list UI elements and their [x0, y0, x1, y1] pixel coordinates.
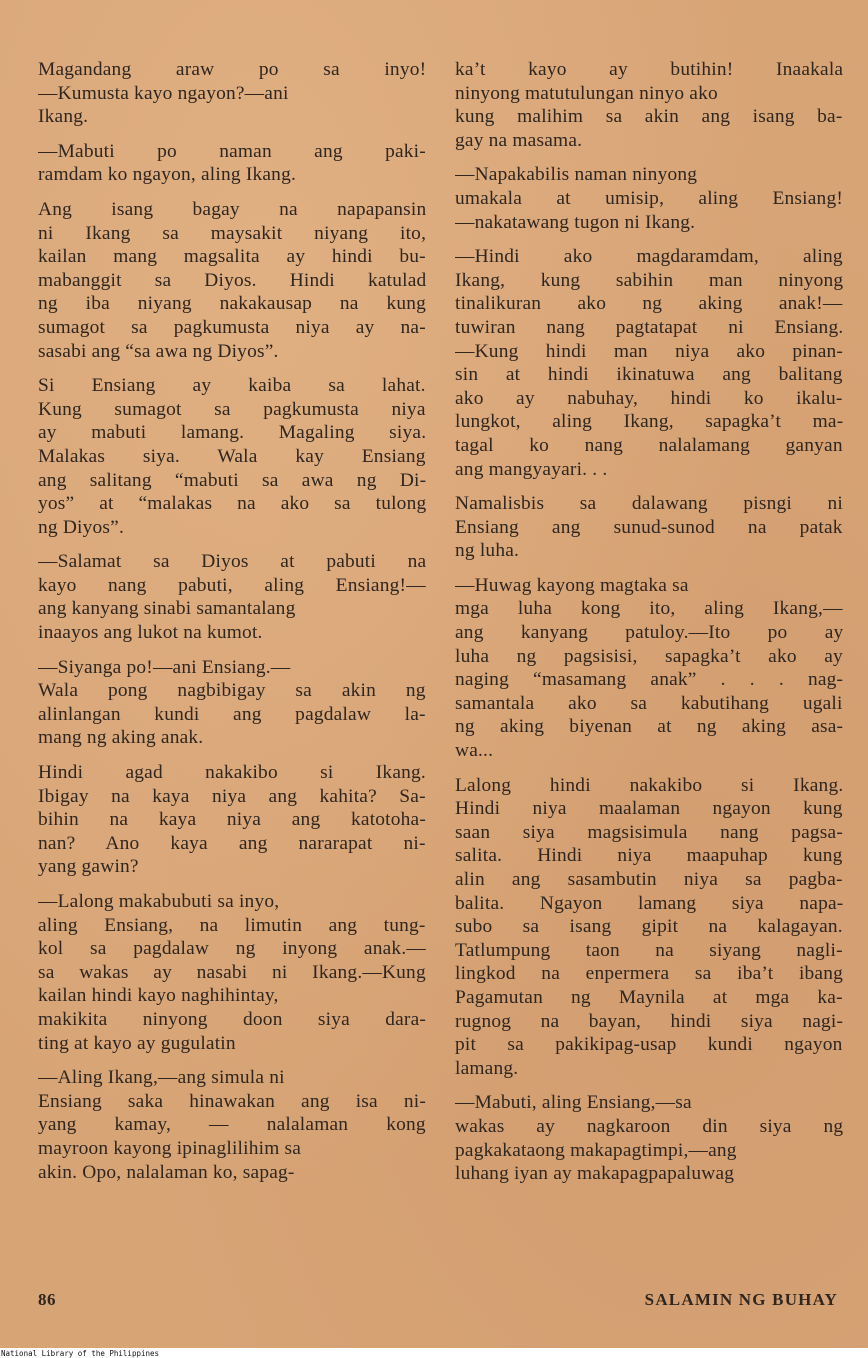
text-line: wa... — [455, 740, 494, 762]
text-line: kung malihim sa akin ang isang ba- — [455, 106, 843, 128]
left-paragraph — [38, 656, 426, 750]
text-line: mang ng aking anak. — [38, 727, 204, 749]
library-watermark: National Library of the Philippines — [1, 1349, 160, 1358]
text-line: ng Diyos”. — [38, 516, 125, 538]
left-paragraph — [38, 198, 426, 363]
text-line: ka’t kayo ay butihin! Inaakala — [455, 59, 843, 80]
text-line: —nakatawang tugon ni Ikang. — [455, 211, 696, 233]
text-line: tuwiran nang pagtatapat ni Ensiang. — [455, 316, 843, 338]
text-line: alin ang sasambutin niya sa pagba- — [455, 869, 843, 890]
text-line: samantala ako sa kabutihang ugali — [455, 692, 843, 714]
text-line: —Huwag kayong magtaka sa — [455, 574, 689, 596]
left-paragraph — [38, 374, 426, 539]
text-line: balita. Ngayon lamang siya napa- — [455, 892, 843, 914]
text-line: kol sa pagdalaw ng inyong anak.— — [38, 938, 426, 960]
text-line: Ikang, kung sabihin man ninyong — [455, 269, 843, 291]
text-line: gay na masama. — [455, 129, 583, 151]
text-line: naging “masamang anak” . . . nag- — [455, 669, 843, 691]
text-line: sa wakas ay nasabi ni Ikang.—Kung — [38, 961, 426, 983]
text-line: kayo nang pabuti, aling Ensiang!— — [38, 574, 426, 596]
text-line: sumagot sa pagkumusta niya ay na- — [38, 316, 426, 338]
text-line: ang mangyayari. . . — [455, 458, 608, 480]
text-line: lamang. — [455, 1057, 519, 1079]
text-line: Tatlumpung taon na siyang nagli- — [455, 939, 843, 961]
text-line: ng aking biyenan at ng aking asa- — [455, 716, 843, 738]
text-line: Malakas siya. Wala kay Ensiang — [38, 445, 426, 467]
text-line: Pagamutan ng Maynila at mga ka- — [455, 986, 843, 1008]
left-paragraph — [38, 761, 426, 879]
text-line: pagkakataong makapagtimpi,—ang — [455, 1139, 737, 1161]
text-line: mayroon kayong ipinaglilihim sa — [38, 1137, 302, 1159]
text-line: Ensiang ang sunud-sunod na patak — [455, 516, 843, 538]
left-paragraph — [38, 550, 426, 644]
text-line: yang gawin? — [38, 856, 139, 878]
text-line: Ang isang bagay na napapansin — [38, 198, 426, 220]
text-line: ang salitang “mabuti sa awa ng Di- — [38, 469, 426, 491]
text-line: umakala at umisip, aling Ensiang! — [455, 187, 843, 209]
text-line: —Mabuti po naman ang paki- — [38, 140, 426, 162]
text-line: —Aling Ikang,—ang simula ni — [38, 1067, 285, 1089]
text-line: rugnog na bayan, hindi siya nagi- — [455, 1010, 843, 1032]
text-line: inaayos ang lukot na kumot. — [38, 622, 263, 644]
text-line: mabanggit sa Diyos. Hindi katulad — [38, 269, 426, 291]
text-line: —Kung hindi man niya ako pinan- — [455, 340, 843, 362]
text-line: kailan mang magsalita ay hindi bu- — [38, 246, 426, 268]
text-line: lungkot, aling Ikang, sapagka’t ma- — [455, 411, 843, 433]
text-line: salita. Hindi niya maapuhap kung — [455, 845, 843, 867]
text-line: tagal ko nang nalalamang ganyan — [455, 434, 843, 456]
text-line: Hindi agad nakakibo si Ikang. — [38, 762, 426, 784]
text-line: ang kanyang patuloy.—Ito po ay — [455, 622, 843, 644]
left-paragraph — [38, 890, 426, 1055]
right-paragraph — [455, 574, 843, 763]
text-line: ay mabuti lamang. Magaling siya. — [38, 422, 426, 444]
text-line: —Hindi ako magdaramdam, aling — [455, 246, 843, 268]
text-line: sin at hindi ikinatuwa ang balitang — [455, 364, 843, 386]
text-line: ni Ikang sa maysakit niyang ito, — [38, 222, 426, 244]
text-line: sasabi ang “sa awa ng Diyos”. — [38, 340, 279, 362]
right-paragraph — [455, 58, 843, 152]
text-line: ang kanyang sinabi samantalang — [38, 598, 296, 620]
text-line: —Kumusta kayo ngayon?—ani — [38, 82, 289, 104]
left-paragraph — [38, 58, 426, 129]
text-line: ting at kayo ay gugulatin — [38, 1032, 236, 1054]
text-line: aling Ensiang, na limutin ang tung- — [38, 914, 426, 936]
text-line: ninyong matutulungan ninyo ako — [455, 82, 718, 104]
text-line: Magandang araw po sa inyo! — [38, 59, 426, 80]
text-line: ng iba niyang nakakausap na kung — [38, 293, 426, 315]
text-line: pit sa pakikipag-usap kundi ngayon — [455, 1034, 843, 1056]
magazine-title: SALAMIN NG BUHAY — [644, 1290, 838, 1309]
text-line: Kung sumagot sa pagkumusta niya — [38, 398, 426, 420]
text-line: —Lalong makabubuti sa inyo, — [38, 891, 280, 912]
text-line: yos” at “malakas na ako sa tulong — [38, 493, 426, 515]
text-line: lingkod na enpermera sa iba’t ibang — [455, 963, 843, 985]
right-paragraph — [455, 1091, 843, 1185]
text-line: Ibigay na kaya niya ang kahita? Sa- — [38, 785, 426, 807]
text-line: akin. Opo, nalalaman ko, sapag- — [38, 1161, 295, 1183]
right-text-column — [455, 58, 843, 1186]
text-line: saan siya magsisimula nang pagsa- — [455, 821, 843, 843]
text-line: Wala pong nagbibigay sa akin ng — [38, 680, 426, 702]
text-line: Ensiang saka hinawakan ang isa ni- — [38, 1090, 426, 1112]
text-line: kailan hindi kayo naghihintay, — [38, 985, 279, 1007]
page-number: 86 — [38, 1290, 56, 1309]
right-paragraph — [455, 245, 843, 481]
text-line: —Napakabilis naman ninyong — [455, 164, 698, 186]
text-line: ng luha. — [455, 540, 520, 562]
text-line: alinlangan kundi ang pagdalaw la- — [38, 703, 426, 725]
left-text-column — [38, 58, 426, 1184]
watermark-strip — [0, 1348, 868, 1358]
text-line: luha ng pagsisisi, sapagka’t ako ay — [455, 645, 843, 667]
text-line: tinalikuran ako ng aking anak!— — [455, 293, 843, 315]
text-line: Si Ensiang ay kaiba sa lahat. — [38, 375, 426, 397]
right-paragraph — [455, 774, 843, 1081]
text-line: Lalong hindi nakakibo si Ikang. — [455, 774, 843, 796]
text-line: nan? Ano kaya ang nararapat ni- — [38, 832, 426, 854]
left-paragraph — [38, 140, 426, 187]
text-line: luhang iyan ay makapagpapaluwag — [455, 1163, 735, 1185]
text-line: yang kamay, — nalalaman kong — [38, 1114, 426, 1136]
text-line: makikita ninyong doon siya dara- — [38, 1008, 426, 1030]
text-line: Ikang. — [38, 106, 89, 128]
text-line: Namalisbis sa dalawang pisngi ni — [455, 493, 843, 515]
text-line: —Salamat sa Diyos at pabuti na — [38, 551, 426, 573]
page-footer — [38, 1290, 838, 1316]
right-paragraph — [455, 492, 843, 563]
text-line: ako ay nabuhay, hindi ko ikalu- — [455, 387, 843, 409]
text-line: ramdam ko ngayon, aling Ikang. — [38, 164, 297, 186]
text-line: subo sa isang gipit na kalagayan. — [455, 916, 843, 938]
text-line: Hindi niya maalaman ngayon kung — [455, 798, 843, 820]
text-line: mga luha kong ito, aling Ikang,— — [455, 598, 843, 620]
right-paragraph — [455, 163, 843, 234]
text-line: bihin na kaya niya ang katotoha- — [38, 809, 426, 831]
left-paragraph — [38, 1066, 426, 1184]
text-line: —Siyanga po!—ani Ensiang.— — [38, 656, 291, 678]
text-line: wakas ay nagkaroon din siya ng — [455, 1115, 843, 1137]
text-line: —Mabuti, aling Ensiang,—sa — [455, 1092, 692, 1114]
